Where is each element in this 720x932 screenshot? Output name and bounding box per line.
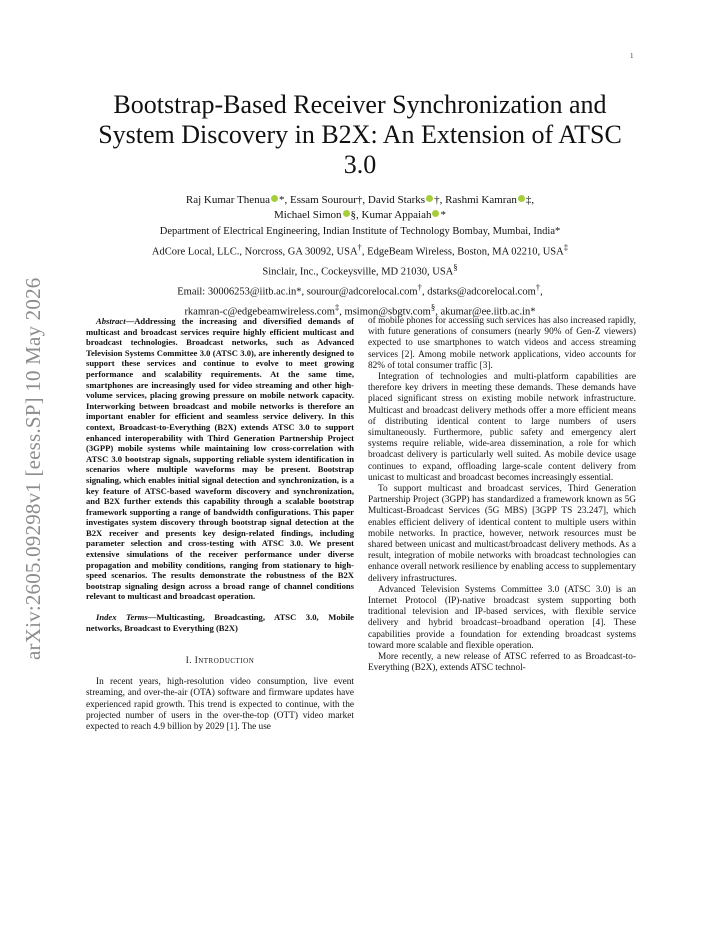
- author-name: Raj Kumar Thenua: [185, 194, 270, 206]
- paper-title: Bootstrap-Based Receiver Synchronization and System Discovery in B2X: An Extension of ATSC 3.0: [98, 90, 622, 179]
- right-column: [368, 316, 636, 675]
- arxiv-identifier-stamp: arXiv:2605.09298v1 [eess.SP] 10 May 2026: [21, 277, 45, 660]
- email-line: Email: 30006253@iitb.ac.in*, sourour@adcorelocal.com†, dstarks@adcorelocal.com†,: [177, 281, 543, 297]
- affiliation-line: AdCore Local, LLC., Norcross, GA 30092, USA†, EdgeBeam Wireless, Boston, MA 02210, USA‡: [151, 241, 569, 257]
- author-mark: *: [279, 194, 285, 206]
- body-paragraph: Integration of technologies and multi-platform capabilities are therefore key drivers in meeting these demands. These demands have placed significant stress on existing mobile network infrastructure. Multicast and broadcast delivery methods offer a more efficient means of distributing identical content to large numbers of users simultaneously. Furthermore, public safety and emergency alert systems require reliable, wide-area dissemination, a role for which broadcast delivery is particularly well suited. As mobile device usage continues to expand, offloading large-scale content delivery from unicast to multicast and broadcast becomes increasingly essential.: [368, 372, 636, 483]
- author-mark: †: [356, 194, 363, 206]
- author-line-1: Raj Kumar Thenua *, Essam Sourour†, David Starks †, Rashmi Kamran ‡,: [185, 194, 535, 206]
- index-terms-lead: Index Terms: [96, 612, 148, 623]
- body-paragraph: More recently, a new release of ATSC referred to as Broadcast-to-Everything (B2X), extends ATSC technol-: [368, 652, 636, 674]
- section-heading-introduction: I. INTRODUCTION: [185, 655, 255, 666]
- orcid-icon[interactable]: [343, 210, 350, 217]
- orcid-icon[interactable]: [518, 195, 525, 202]
- affiliation-line: Department of Electrical Engineering, Indian Institute of Technology Bombay, Mumbai, India*: [159, 226, 561, 237]
- author-mark: §: [350, 209, 357, 221]
- author-name: Essam Sourour: [290, 194, 357, 206]
- index-terms: [86, 612, 354, 633]
- author-mark: *: [440, 209, 446, 221]
- orcid-icon[interactable]: [271, 195, 278, 202]
- author-line-2: Michael Simon §, Kumar Appaiah *: [274, 209, 446, 221]
- index-terms-text: —Multicasting, Broadcasting, ATSC 3.0, Mobile networks, Broadcast to Everything (B2X): [86, 612, 354, 633]
- author-list: [80, 193, 640, 223]
- body-paragraph: To support multicast and broadcast services, Third Generation Partnership Project (3GPP) has standardized a framework known as 5G Multicast-Broadcast Services (5G MBS) [3GPP TS 23.247], which enables efficient delivery of identical content to multiple users within mobile networks. In practice, however, network resources must be shared between unicast and multicast/broadcast delivery methods. As a result, integration of mobile networks with broadcast technologies can enhance overall network resilience by enabling access to supplementary delivery infrastructures.: [368, 484, 636, 584]
- email-line: rkamran-c@edgebeamwireless.com‡, msimon@sbgtv.com§, akumar@ee.iitb.ac.in*: [184, 301, 536, 317]
- abstract: [86, 316, 354, 602]
- affiliations: [80, 225, 640, 320]
- author-mark: ‡: [525, 194, 532, 206]
- abstract-text: —Addressing the increasing and diversified demands of multicast and broadcast services require highly efficient multicast and broadcast technologies. Broadcast networks, such as Advanced Television Systems Committee 3.0 (ATSC 3.0), are inherently designed to support these services and continue to evolve to meet growing performance and scalability requirements. At the same time, smartphones are increasingly used for video streaming and other high-volume services, placing growing pressure on mobile network capacity. Interworking between broadcast and mobile networks is therefore an important enabler for efficient and seamless service delivery. In this context, Broadcast-to-Everything (B2X) extends ATSC 3.0 to support enhanced interoperability with Third Generation Partnership Project (3GPP) mobile systems while maintaining low cross-correlation with ATSC 3.0 bootstrap signals, supporting reliable system identification in scenarios where multiple waveforms may be present. Bootstrap signaling, which enables initial signal detection and synchronization, is a key feature of ATSC-based waveform discovery and synchronization, and B2X further extends this capability through a scalable bootstrap framework supporting a range of bandwidth configurations. This paper investigates system discovery through bootstrap signal detection at the B2X receiver and presents key design-related findings, including parameter selection and cross-testing with ATSC 3.0. We present extensive simulations of the receiver performance under diverse propagation and mobility conditions, ranging from stationary to high-speed scenarios. The results demonstrate the robustness of the B2X bootstrap signaling design across a broad range of channel conditions relevant to multicast and broadcast operation.: [86, 316, 354, 602]
- body-paragraph: In recent years, high-resolution video consumption, live event streaming, and over-the-air (OTA) software and firmware updates have experienced rapid growth. This trend is expected to continue, with the projected number of users in the over-the-top (OTT) video market expected to reach 4.9 billion by 2029 [1]. The use: [86, 677, 354, 733]
- orcid-icon[interactable]: [426, 195, 433, 202]
- author-name: Rashmi Kamran: [445, 194, 517, 206]
- body-paragraph: of mobile phones for accessing such services has also increased rapidly, with future generations of consumers (nearly 90% of Gen-Z viewers) expected to use smartphones to watch videos and access streaming services [2]. Among mobile network applications, video accounts for 82% of total consumer traffic [3].: [368, 316, 636, 371]
- author-name: David Starks: [367, 194, 426, 206]
- body-paragraph: Advanced Television Systems Committee 3.0 (ATSC 3.0) is an Internet Protocol (IP)-native broadcast system supporting both traditional television and IP-based services, with flexible service delivery and hybrid broadcast–broadband operation [4]. These capabilities provide a foundation for extending broadcast systems toward more scalable and flexible operation.: [368, 584, 636, 651]
- page-number: 1: [630, 52, 634, 60]
- orcid-icon[interactable]: [432, 210, 439, 217]
- affiliation-line: Sinclair, Inc., Cockeysville, MD 21030, USA§: [262, 261, 458, 277]
- left-column: [86, 316, 354, 733]
- author-name: Kumar Appaiah: [361, 209, 432, 221]
- abstract-lead: Abstract: [96, 316, 126, 326]
- author-name: Michael Simon: [274, 209, 342, 221]
- author-mark: †: [434, 194, 440, 206]
